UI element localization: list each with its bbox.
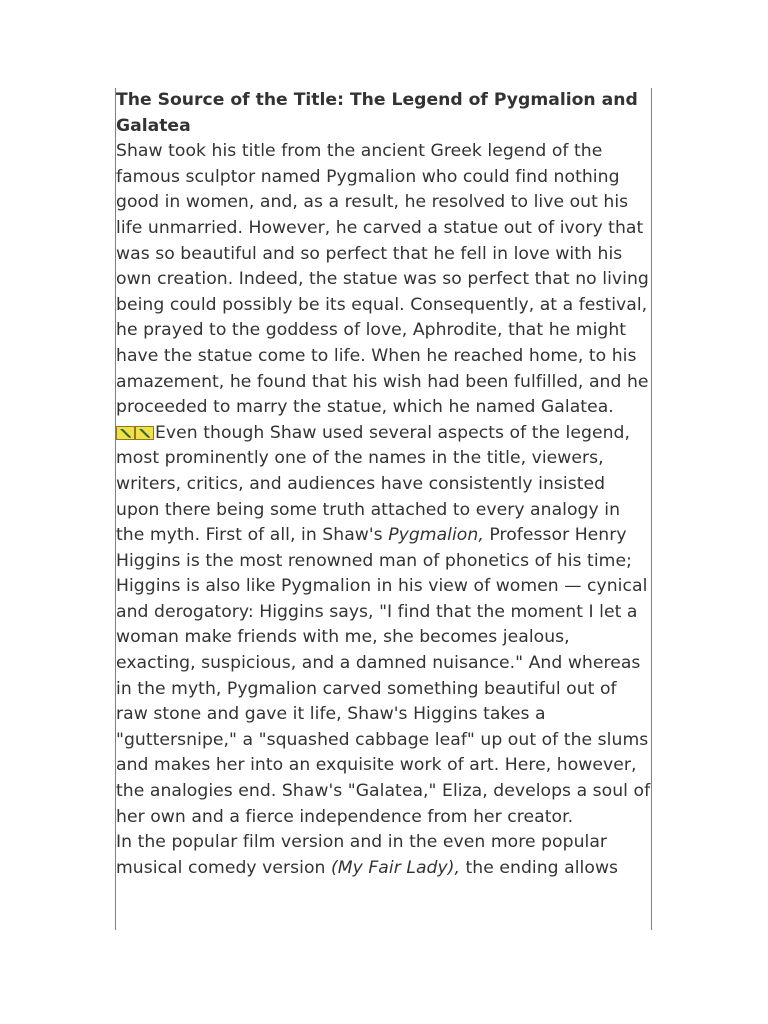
- paragraph-legend: Shaw took his title from the ancient Greek legend of the famous sculptor named Pygmalion who could find nothing good in women, and, as a result, he resolved to live out his life unmarried. However, he carved a statue out of ivory that was so beautiful and so perfect that he fell in love with his own creation. Indeed, the statue was so perfect that no living being could possibly be its equal. Consequently, at a festival, he prayed to the goddess of love, Aphrodite, that he might have the statue come to life. When he reached home, to his amazement, he found that his wish had been fulfilled, and he proceeded to marry the statue, which he named Galatea.: [116, 141, 649, 418]
- section-heading: The Source of the Title: The Legend of Pygmalion and Galatea: [116, 90, 638, 136]
- paragraph-text: In the popular film version and in the even more popular musical comedy version: [116, 832, 608, 878]
- paragraph-text: Even though Shaw used several aspects of the legend, most prominently one of the names in the title, viewers, writers, critics, and audiences have consistently insisted upon there being some truth attached to every analogy in the myth. First of all, in Shaw's: [116, 422, 631, 546]
- pencil-note-icon[interactable]: [116, 426, 154, 440]
- paragraph-text: the ending allows: [460, 857, 619, 878]
- play-title: Pygmalion,: [388, 525, 484, 546]
- paragraph-text: Professor Henry Higgins is the most renowned man of phonetics of his time; Higgins is also like Pygmalion in his view of women — cynical and derogatory: Higgins says, "I find that the moment I let a woman make friends with me, she becomes jealous, exacting, suspicious, and a damned nuisance." And whereas in the myth, Pygmalion carved something beautiful out of raw stone and gave it life, Shaw's Higgins takes a "guttersnipe," a "squashed cabbage leaf" up out of the slums and makes her into an exquisite work of art. Here, however, the analogies end. Shaw's "Galatea," Eliza, develops a soul of her own and a fierce independence from her creator.: [116, 525, 651, 827]
- article-body: [115, 88, 652, 930]
- paragraph-adaptations: [116, 830, 651, 881]
- musical-title: (My Fair Lady),: [330, 857, 460, 878]
- paragraph-analogies: [116, 421, 651, 831]
